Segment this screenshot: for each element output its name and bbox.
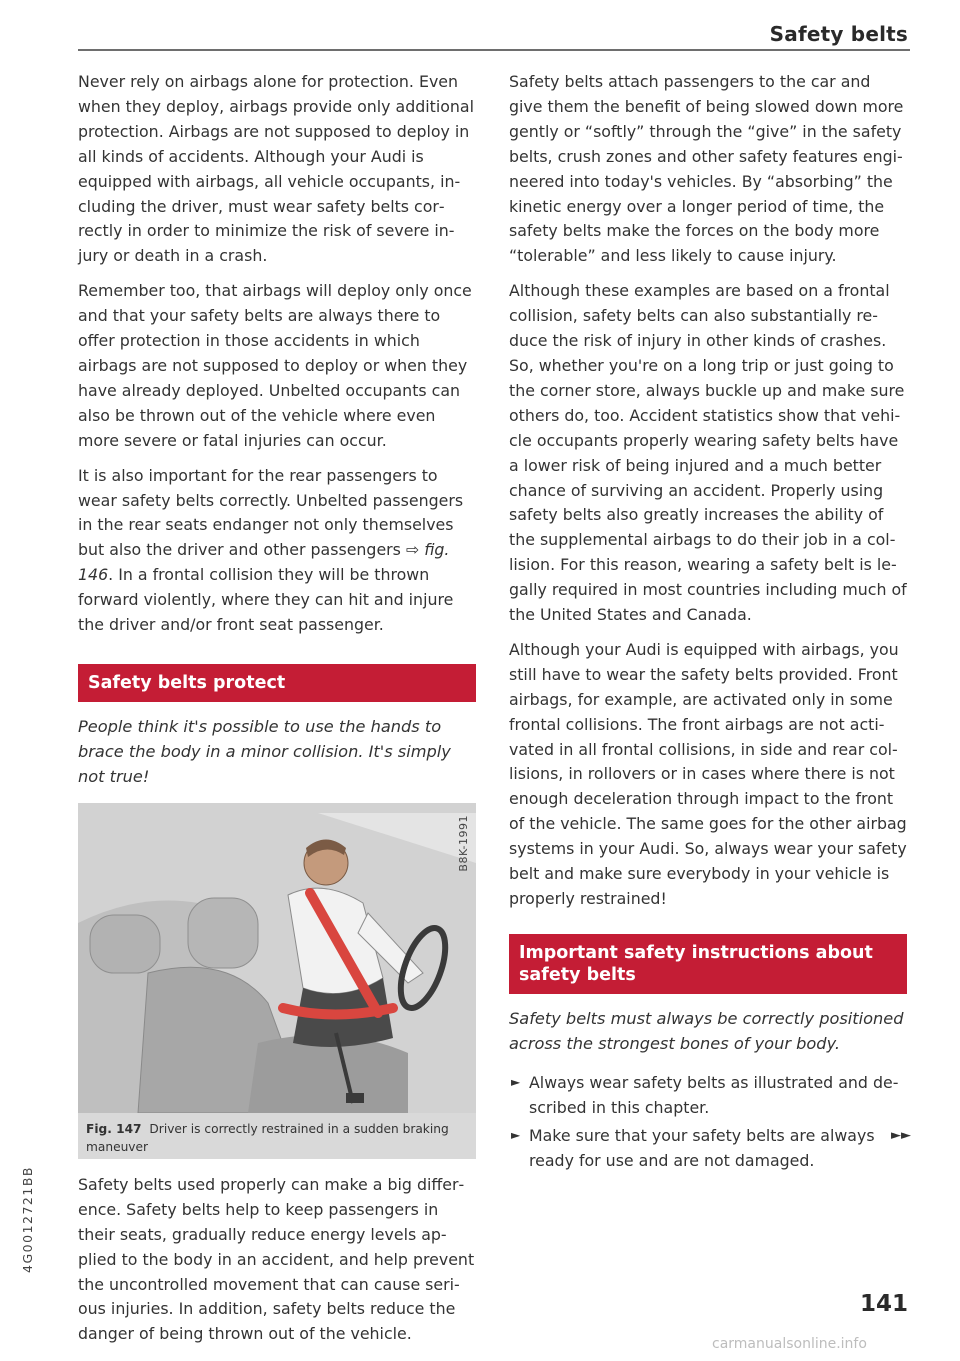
section-heading-important-safety-instructions: Important safety instructions about safety belts — [509, 934, 907, 994]
right-column — [509, 70, 911, 1176]
paragraph-airbags-equipped: Although your Audi is equipped with airbags, you still have to wear the safety belts provided. Front airbags, for example, are activated only in some frontal collisions. The front airbags are not activated in all frontal collisions, in side and rear collisions, in rollovers or in cases where there is not enough deceleration through impact to the front of the vehicle. The same goes for the other airbag systems in your Audi. So, always wear your safety belt and make sure everybody in your vehicle is properly restrained! — [509, 639, 907, 908]
list-item-text: Always wear safety belts as illustrated and described in this chapter. — [529, 1072, 899, 1117]
left-column — [78, 70, 476, 1357]
triangle-right-icon: ► — [511, 1127, 521, 1142]
page-number: 141 — [859, 1291, 908, 1317]
paragraph-rear-passengers — [78, 464, 476, 638]
paragraph-attach-passengers: Safety belts attach passengers to the car and give them the benefit of being slowed down more gently or “softly” through the “give” in the safety belts, crush zones and other safety features engineered into today's vehicles. By “absorbing” the kinetic energy over a longer period of time, the safety belts make the forces on the body more “tolerable” and less likely to cause injury. — [509, 72, 904, 266]
section-intro-hands-brace: People think it's possible to use the hands to brace the body in a minor collision. It's simply not true! — [78, 716, 451, 786]
section-intro-strongest-bones: Safety belts must always be correctly positioned across the strongest bones of your body. — [509, 1008, 904, 1053]
paragraph-big-difference: Safety belts used properly can make a big difference. Safety belts help to keep passengers in their seats, gradually reduce energy levels applied to the body in an accident, and help prevent the uncontrolled movement that can cause serious injuries. In addition, safety belts reduce the danger of being thrown out of the vehicle. — [78, 1174, 475, 1344]
paragraph-airbags-alone: Never rely on airbags alone for protection. Even when they deploy, airbags provide only additional protection. Airbags are not supposed to deploy in all kinds of accidents. Although your Audi is equipped with airbags, all vehicle occupants, including the driver, must wear safety belts correctly in order to minimize the risk of severe injury or death in a crash. — [78, 72, 474, 266]
figure-caption-text: Driver is correctly restrained in a sudden braking maneuver — [86, 1121, 449, 1154]
paragraph-airbags-once: Remember too, that airbags will deploy only once and that your safety belts are always there to offer protection in those accidents in which airbags are not supposed to deploy or when they have already deployed. Unbelted occupants can also be thrown out of the vehicle where even more severe or fatal injuries can occur. — [78, 281, 472, 450]
instruction-list — [509, 1070, 911, 1173]
figure-code: B8K-1991 — [457, 814, 470, 872]
header-rule — [78, 49, 910, 51]
section-heading-safety-belts-protect: Safety belts protect — [78, 664, 476, 702]
list-item — [509, 1070, 907, 1120]
list-item-text: Make sure that your safety belts are always ready for use and are not damaged. — [529, 1125, 875, 1170]
paragraph-frontal-collision: Although these examples are based on a frontal collision, safety belts can also substantially reduce the risk of injury in other kinds of crashes. So, whether you're on a long trip or just going to the corner store, always buckle up and make sure others do, too. Accident statistics show that vehicle occupants properly wearing safety belts have a lower risk of being injured and a much better chance of surviving an accident. Properly using safety belts also greatly increases the ability of the supplemental airbags to do their job in a collision. For this reason, wearing a safety belt is legally required in most countries including much of the United States and Canada. — [509, 281, 907, 625]
figure-caption — [86, 1120, 470, 1156]
figure-label: Fig. 147 — [86, 1121, 142, 1136]
paragraph-rear-passengers-a: It is also important for the rear passengers to wear safety belts correctly. Unbelted passengers in the rear seats endanger not only themselves but also the driver and other passengers — [78, 465, 464, 560]
double-triangle-right-icon: ►► — [891, 1127, 911, 1143]
figure-147 — [78, 803, 476, 1159]
triangle-right-icon: ► — [511, 1074, 521, 1089]
driver-restrained-illustration — [78, 803, 476, 1113]
paragraph-rear-passengers-b: . In a frontal collision they will be thrown forward violently, where they can hit and injure the driver and/or front seat passenger. — [78, 565, 454, 635]
watermark: carmanualsonline.info — [712, 1336, 867, 1352]
figure-146-link[interactable]: ⇨ fig. 146 — [78, 540, 450, 585]
running-header-title: Safety belts — [769, 22, 908, 46]
list-item — [509, 1123, 911, 1173]
document-code: 4G0012721BB — [20, 1166, 35, 1273]
